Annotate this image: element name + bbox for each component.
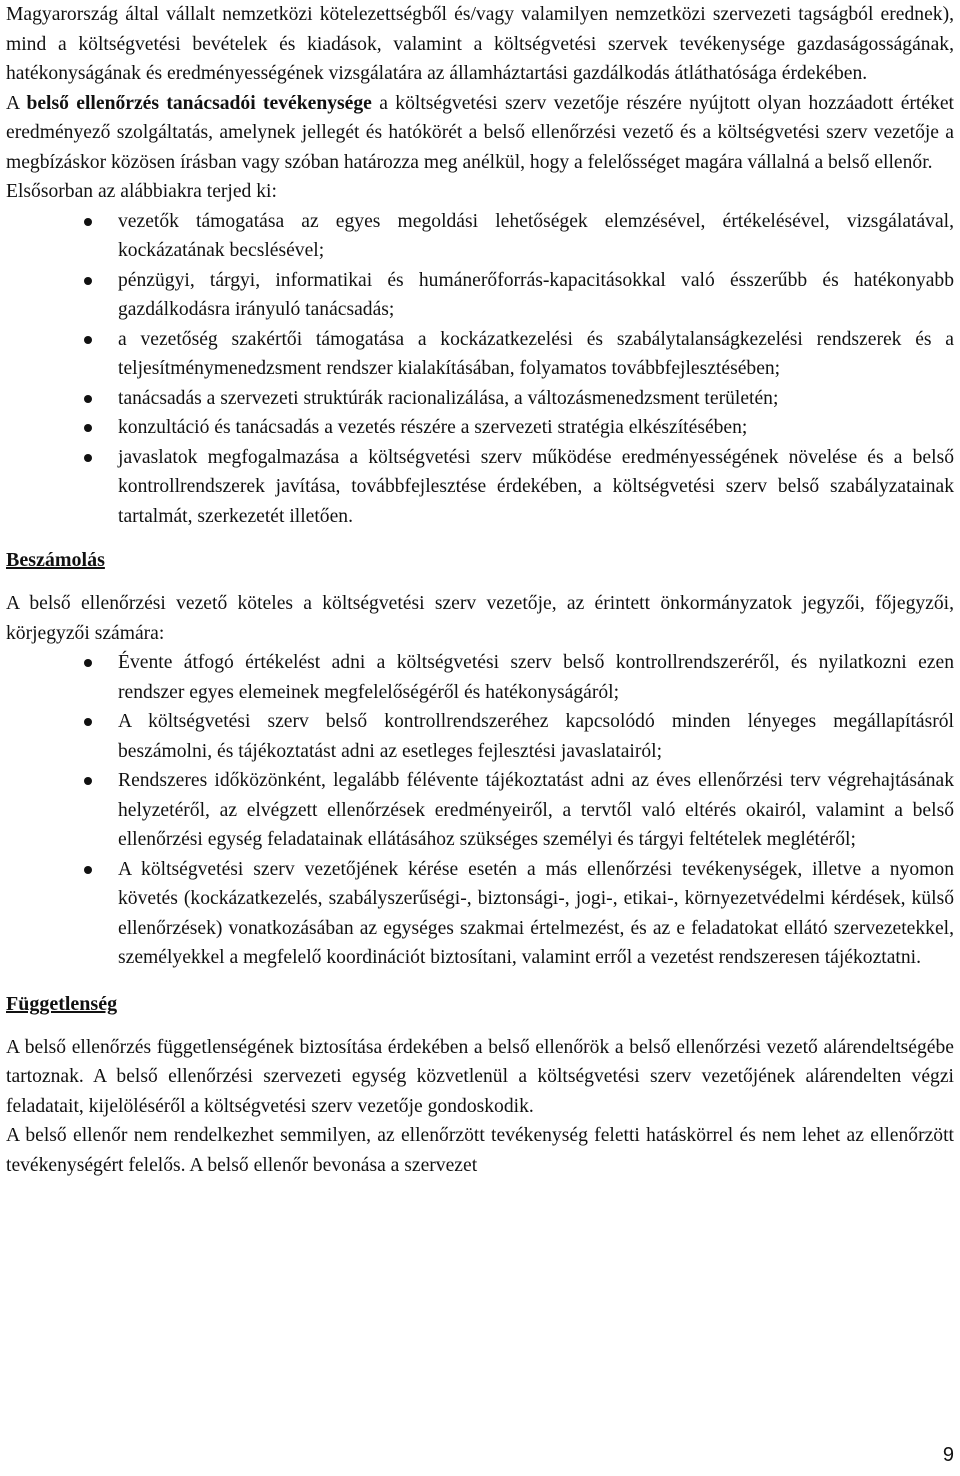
document-page xyxy=(6,0,954,1180)
list-item-text: javaslatok megfogalmazása a költségvetési szerv működése eredményességének növelése és a belső kontrollrendszerek javítása, továbbfejlesztése érdekében, a költségvetési szerv belső szabályzatainak tartalmát, szerkezetét illetően. xyxy=(118,446,954,527)
list-item-text: Évente átfogó értékelést adni a költségvetési szerv belső kontrollrendszeréről, és nyilatkozni ezen rendszer egyes elemeinek megfelelőségéről és hatékonyságáról; xyxy=(118,652,954,703)
list-item xyxy=(6,266,954,325)
list-item xyxy=(6,855,954,973)
bullet-icon xyxy=(84,218,92,226)
paragraph-scope: Elsősorban az alábbiakra terjed ki: xyxy=(6,181,277,202)
paragraph-reporting: A belső ellenőrzési vezető köteles a költségvetési szerv vezetője, az érintett önkormányzatok jegyzői, főjegyzői, körjegyzői számára: xyxy=(6,593,954,644)
paragraph-intro: Magyarország által vállalt nemzetközi kötelezettségből és/vagy valamilyen nemzetközi szervezeti tagságból erednek), mind a költségvetési bevételek és kiadások, valamint a költségvetési szervek tevékenysége gazdaságosságának, hatékonyságának és eredményességének vizsgálatára az államháztartási gazdálkodás átláthatósága érdekében. xyxy=(6,4,954,84)
section-heading-independence: Függetlenség xyxy=(6,992,118,1015)
bullet-icon xyxy=(84,866,92,874)
list-item xyxy=(6,413,954,443)
bullet-icon xyxy=(84,454,92,462)
section-heading-reporting: Beszámolás xyxy=(6,549,105,571)
reporting-list xyxy=(6,648,954,973)
paragraph-advisory-rest: a költségvetési szerv vezetője részére nyújtott olyan hozzáadott értéket eredményező szolgáltatás, amelynek jellegét és hatókörét a belső ellenőrzési vezető és a költségvetési szerv vezetője a megbízáskor közösen írásban vagy szóban határozza meg anélkül, hogy a felelősséget magára vállalná a belső ellenőr. xyxy=(6,92,955,173)
bullet-icon xyxy=(84,395,92,403)
list-item-text: a vezetőség szakértői támogatása a kockázatkezelési és szabálytalanságkezelési rendszerek és a teljesítménymenedzsment rendszer kialakításában, folyamatos továbbfejlesztésében; xyxy=(118,328,954,379)
advisory-list xyxy=(6,207,954,532)
bullet-icon xyxy=(84,777,92,785)
list-item-text: A költségvetési szerv belső kontrollrendszeréhez kapcsolódó minden lényeges megállapításról beszámolni, és tájékoztatást adni az esetleges fejlesztési javaslatairól; xyxy=(118,711,954,762)
list-item xyxy=(6,384,954,414)
page-number: 9 xyxy=(942,1444,954,1466)
bullet-icon xyxy=(84,659,92,667)
list-item xyxy=(6,325,954,384)
list-item-text: konzultáció és tanácsadás a vezetés részére a szervezeti stratégia elkészítésében; xyxy=(118,417,748,438)
list-item-text: tanácsadás a szervezeti struktúrák racionalizálása, a változásmenedzsment területén; xyxy=(118,387,779,409)
paragraph-independence: A belső ellenőrzés függetlenségének biztosítása érdekében a belső ellenőrök a belső ellenőrzési vezető alárendeltségébe tartoznak. A belső ellenőrzési szervezeti egység közvetlenül a költségvetési szerv vezetőjének alárendelten végzi feladatait, kijelöléséről a költségvetési szerv vezetője gondoskodik. xyxy=(6,1036,954,1117)
list-item xyxy=(6,443,954,532)
paragraph-advisory xyxy=(6,89,954,178)
list-item xyxy=(6,707,954,766)
paragraph-advisory-bold: belső ellenőrzés tanácsadói tevékenysége xyxy=(26,92,372,114)
list-item xyxy=(6,766,954,855)
list-item xyxy=(6,207,954,266)
bullet-icon xyxy=(84,336,92,344)
bullet-icon xyxy=(84,718,92,726)
list-item-text: A költségvetési szerv vezetőjének kérése esetén a más ellenőrzési tevékenységek, illetve a nyomon követés (kockázatkezelés, szabályszerűségi-, biztonsági-, jogi-, etikai-, környezetvédelmi kérdések, külső ellenőrzések) vonatkozásában az egységes szakmai értelmezést, és az e feladatokat ellátó szervezetekkel, személyekkel a megfelelő koordinációt biztosítani, valamint erről a vezetést rendszeresen tájékoztatni. xyxy=(118,858,954,968)
list-item xyxy=(6,648,954,707)
bullet-icon xyxy=(84,277,92,285)
bullet-icon xyxy=(84,424,92,432)
list-item-text: Rendszeres időközönként, legalább félévente tájékoztatást adni az éves ellenőrzési terv végrehajtásának helyzetéről, az elvégzett ellenőrzések eredményeiről, a tervtől való eltérés okairól, valamint a belső ellenőrzési egység feladatainak ellátásához szükséges személyi és tárgyi feltételek meglétéről; xyxy=(118,770,954,850)
list-item-text: vezetők támogatása az egyes megoldási lehetőségek elemzésével, értékelésével, vizsgálatával, kockázatának becslésével; xyxy=(118,210,954,261)
paragraph-advisory-lead: A xyxy=(6,92,27,114)
paragraph-independence-cont: A belső ellenőr nem rendelkezhet semmilyen, az ellenőrzött tevékenység feletti hatáskörrel és nem lehet az ellenőrzött tevékenységért felelős. A belső ellenőr bevonása a szervezet xyxy=(6,1125,954,1176)
list-item-text: pénzügyi, tárgyi, informatikai és humánerőforrás-kapacitásokkal való ésszerűbb és hatékonyabb gazdálkodásra irányuló tanácsadás; xyxy=(118,269,954,320)
